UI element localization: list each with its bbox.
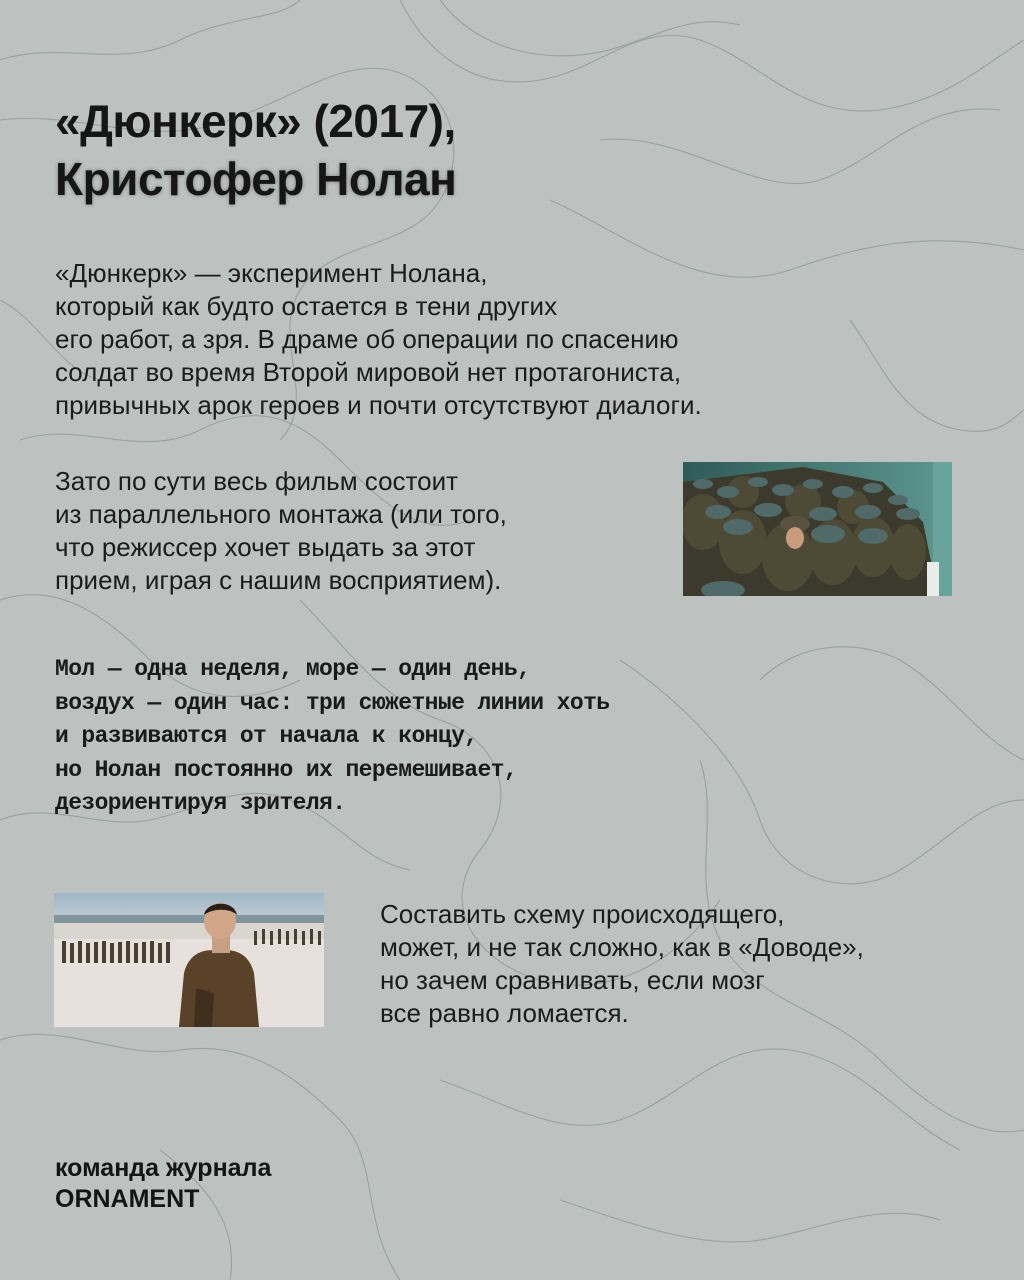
paragraph-line: солдат во время Второй мировой нет протагониста, [55, 357, 682, 387]
page-title [55, 92, 456, 208]
title-line-1: «Дюнкерк» (2017), [55, 95, 456, 147]
quote-line: Мол — одна неделя, море — один день, [55, 656, 531, 682]
magazine-credit [55, 1153, 271, 1215]
timeline-quote [55, 653, 610, 821]
quote-line: и развиваются от начала к концу, [55, 723, 478, 749]
paragraph-line: но зачем сравнивать, если мозг [380, 965, 765, 995]
film-still-soldiers-on-mole [683, 462, 952, 596]
credit-line-1: команда журнала [55, 1154, 272, 1182]
credit-line-2: ORNAMENT [55, 1185, 200, 1213]
quote-line: но Нолан постоянно их перемешивает, [55, 756, 518, 783]
intro-paragraph [55, 257, 702, 422]
montage-paragraph [55, 465, 507, 597]
paragraph-line: привычных арок героев и почти отсутствуют диалоги. [55, 390, 702, 420]
paragraph-line: может, и не так сложно, как в «Доводе», [380, 932, 864, 962]
paragraph-line: «Дюнкерк» — эксперимент Нолана, [55, 258, 488, 288]
paragraph-line: который как будто остается в тени других [55, 291, 558, 321]
paragraph-line: Зато по сути весь фильм состоит [55, 466, 459, 496]
paragraph-line: из параллельного монтажа (или того, [55, 499, 507, 529]
quote-line: дезориентируя зрителя. [55, 790, 346, 816]
title-line-2: Кристофер Нолан [55, 153, 457, 205]
paragraph-line: что режиссер хочет выдать за этот [55, 532, 476, 562]
quote-line: воздух — один час: три сюжетные линии хоть [55, 689, 610, 716]
paragraph-line: все равно ломается. [380, 998, 629, 1028]
scheme-paragraph [380, 898, 864, 1030]
paragraph-line: Составить схему происходящего, [380, 899, 785, 929]
paragraph-line: его работ, а зря. В драме об операции по спасению [55, 324, 679, 354]
paragraph-line: прием, играя с нашим восприятием). [55, 565, 502, 595]
film-still-soldier-on-beach [54, 893, 324, 1027]
